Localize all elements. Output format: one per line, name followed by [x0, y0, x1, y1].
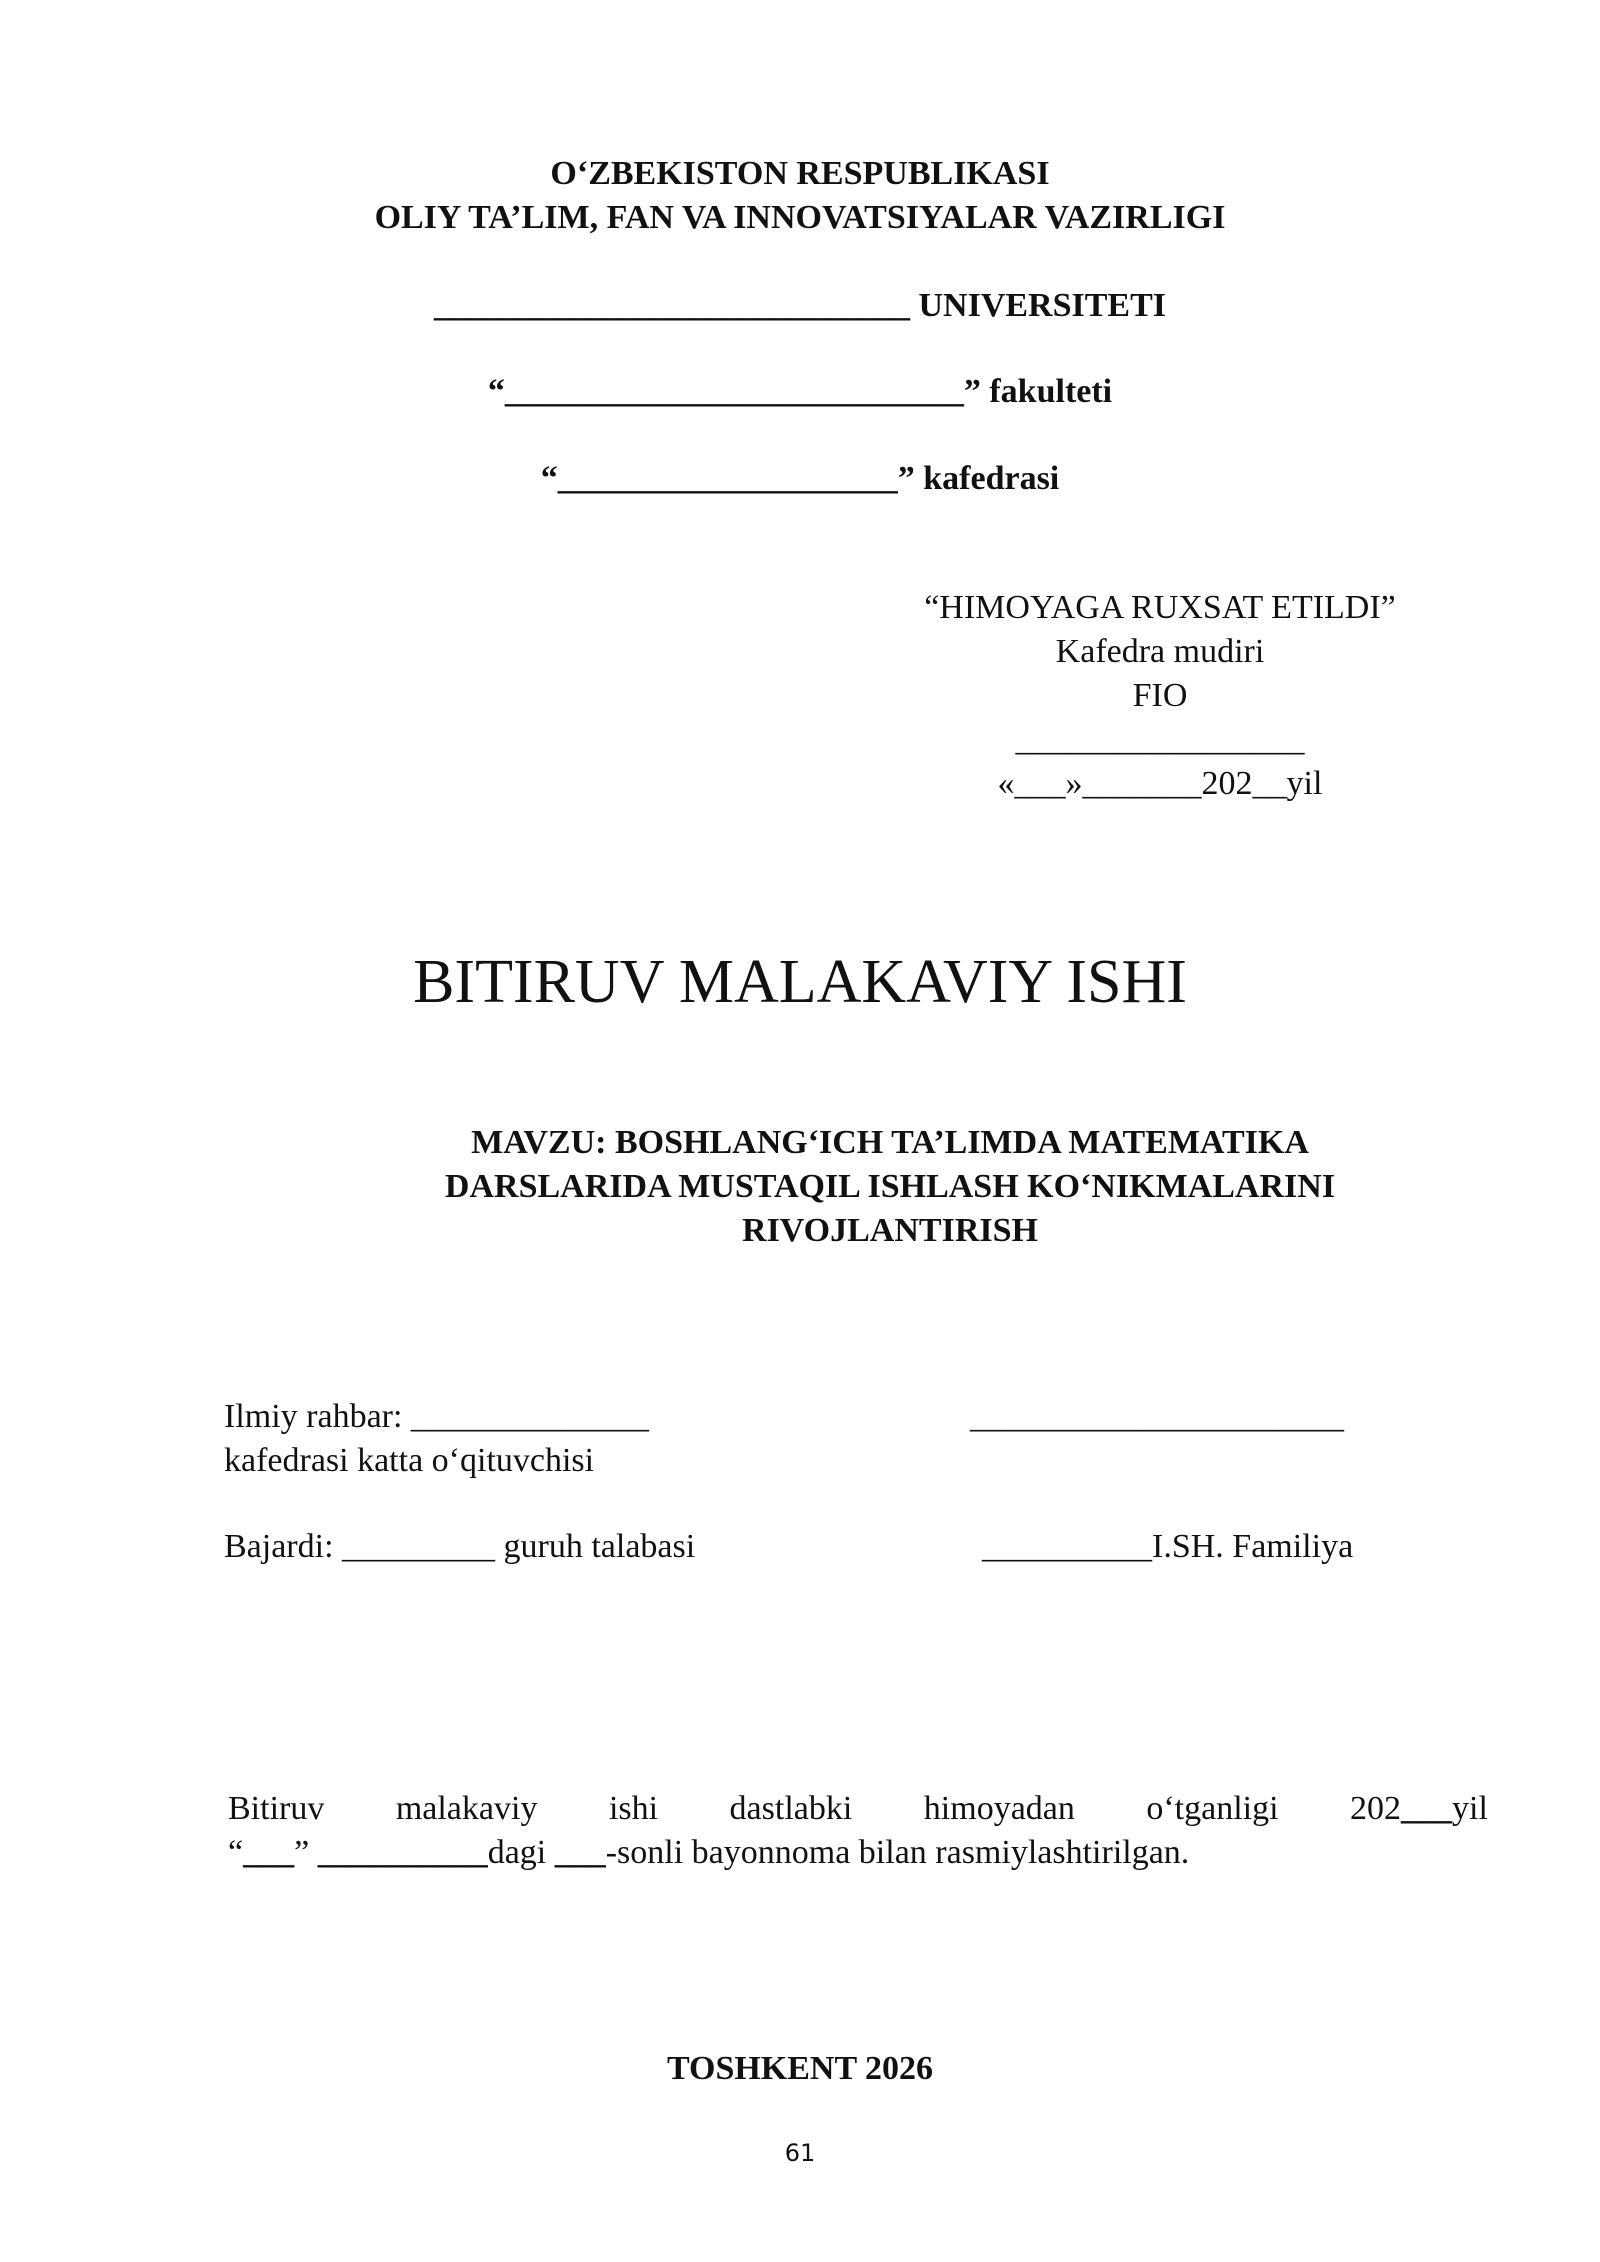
defense-word: o‘tganligi — [1146, 1790, 1279, 1827]
student-signature: __________I.SH. Familiya — [982, 1528, 1354, 1565]
defense-month-blank: __________ — [317, 1834, 488, 1871]
advisor-signature-line: ______________________ — [970, 1398, 1344, 1435]
defense-note-line-2 — [228, 1831, 1189, 1875]
defense-rest: -sonli bayonnoma bilan rasmiylashtirilgan. — [605, 1834, 1190, 1871]
department-line — [0, 457, 1600, 501]
faculty-line — [0, 370, 1600, 414]
advisor-position: kafedrasi katta o‘qituvchisi — [224, 1442, 595, 1479]
defense-dagi: dagi — [487, 1834, 555, 1871]
approval-name: FIO — [1132, 677, 1188, 714]
city-year: TOSHKENT 2026 — [666, 2050, 934, 2087]
topic-line-2: DARSLARIDA MUSTAQIL ISHLASH KO‘NIKMALARINI — [444, 1168, 1336, 1205]
faculty-open-quote: “ — [487, 373, 505, 410]
faculty-label: ” fakulteti — [963, 373, 1113, 410]
advisor-label: Ilmiy rahbar: ______________ — [224, 1398, 649, 1435]
defense-number-blank: ___ — [554, 1834, 606, 1871]
university-blank: ____________________________ — [433, 287, 910, 324]
university-label: UNIVERSITETI — [909, 287, 1167, 324]
defense-word: Bitiruv — [228, 1790, 325, 1827]
defense-year-suffix: yil — [1452, 1790, 1488, 1827]
defense-year-prefix: 202 — [1350, 1790, 1402, 1827]
faculty-blank: ___________________________ — [504, 373, 964, 410]
approval-signature-line: _________________ — [1015, 721, 1305, 758]
document-title: BITIRUV MALAKAVIY ISHI — [413, 948, 1187, 1016]
approval-date-line: «___»_______202__yil — [997, 765, 1323, 802]
defense-close-quote: ” — [294, 1834, 318, 1871]
defense-word: malakaviy — [395, 1790, 538, 1827]
approval-role: Kafedra mudiri — [1055, 633, 1265, 670]
defense-year — [1350, 1787, 1488, 1831]
department-open-quote: “ — [540, 460, 558, 497]
defense-year-blank: ___ — [1401, 1790, 1453, 1827]
ministry-line-2: OLIY TA’LIM, FAN VA INNOVATSIYALAR VAZIRLIGI — [374, 199, 1226, 236]
defense-word: himoyadan — [923, 1790, 1075, 1827]
defense-word: dastlabki — [729, 1790, 853, 1827]
topic-line-3: RIVOJLANTIRISH — [742, 1212, 1038, 1249]
student-label: Bajardi: _________ guruh talabasi — [224, 1528, 696, 1565]
department-blank: ____________________ — [557, 460, 898, 497]
ministry-line-1: O‘ZBEKISTON RESPUBLIKASI — [550, 155, 1050, 192]
defense-word: ishi — [608, 1790, 659, 1827]
department-label: ” kafedrasi — [897, 460, 1060, 497]
defense-open-quote: “ — [228, 1834, 244, 1871]
defense-note-line-1 — [228, 1787, 1488, 1831]
university-line — [0, 284, 1600, 328]
defense-day-blank: ___ — [243, 1834, 295, 1871]
topic-line-1: MAVZU: BOSHLANG‘ICH TA’LIMDA MATEMATIKA — [471, 1124, 1309, 1161]
page-number: 61 — [784, 2139, 816, 2167]
approval-title: “HIMOYAGA RUXSAT ETILDI” — [924, 589, 1396, 626]
